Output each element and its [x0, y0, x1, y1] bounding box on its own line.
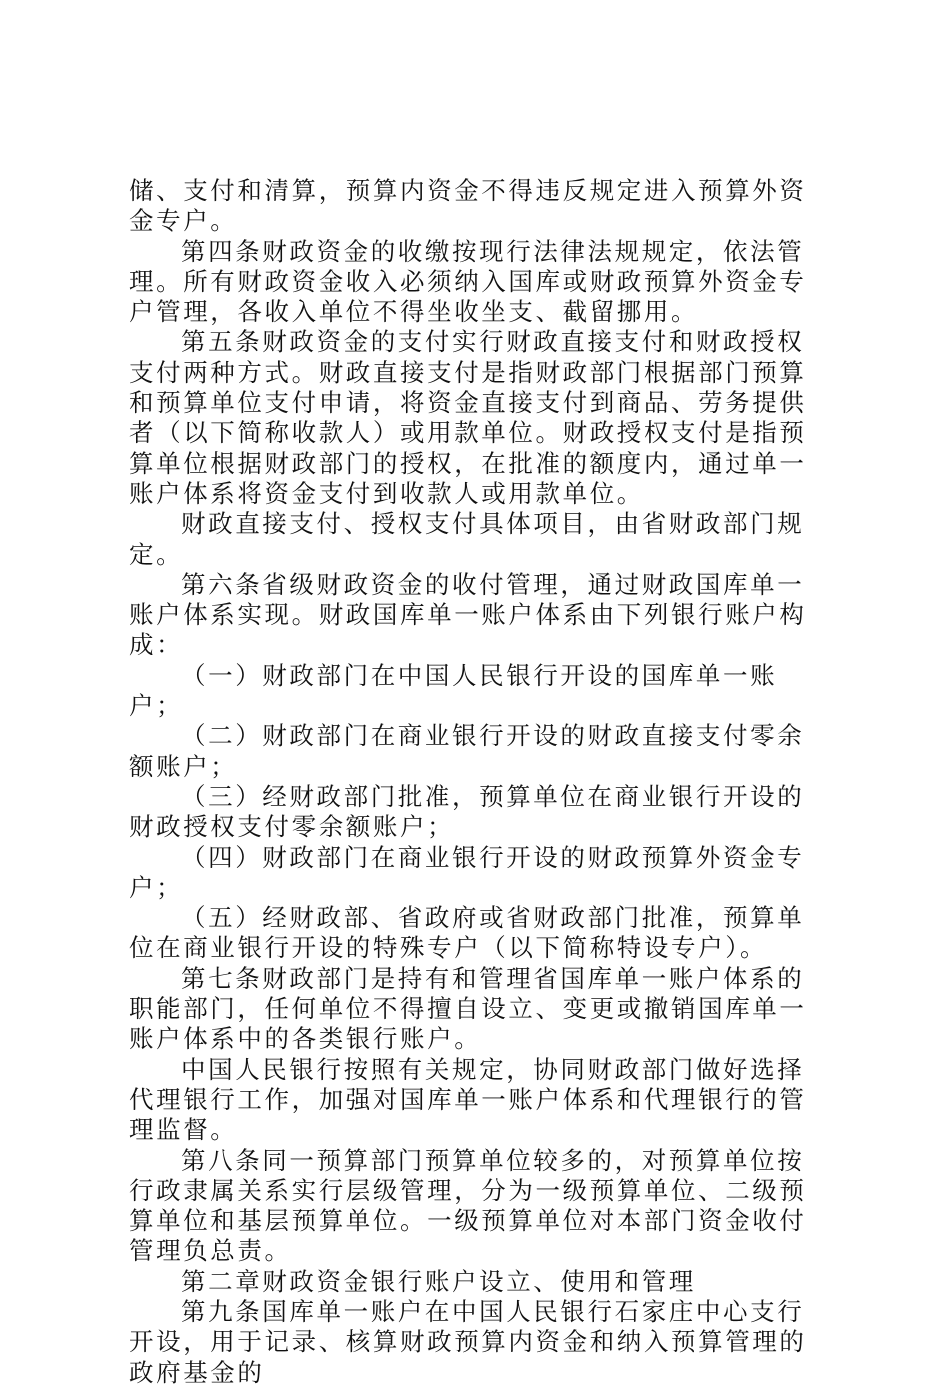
list-item-5: （五）经财政部、省政府或省财政部门批准，预算单位在商业银行开设的特殊专户（以下简称特设专户）。: [129, 903, 805, 963]
paragraph-payment-items: 财政直接支付、授权支付具体项目，由省财政部门规定。: [129, 509, 805, 569]
paragraph-article-5: 第五条财政资金的支付实行财政直接支付和财政授权支付两种方式。财政直接支付是指财政部门根据部门预算和预算单位支付申请，将资金直接支付到商品、劳务提供者（以下简称收款人）或用款单位。财政授权支付是指预算单位根据财政部门的授权，在批准的额度内，通过单一账户体系将资金支付到收款人或用款单位。: [129, 327, 807, 508]
list-item-1: （一）财政部门在中国人民银行开设的国库单一账户；: [129, 660, 778, 721]
paragraph-article-9: 第九条国库单一账户在中国人民银行石家庄中心支行开设，用于记录、核算财政预算内资金和纳入预算管理的政府基金的: [129, 1296, 807, 1387]
paragraph-1: 储、支付和清算，预算内资金不得违反规定进入预算外资金专户。: [129, 176, 807, 236]
paragraph-pboc: 中国人民银行按照有关规定，协同财政部门做好选择代理银行工作，加强对国库单一账户体系和代理银行的管理监督。: [129, 1054, 807, 1145]
document-body: [129, 176, 829, 1388]
chapter-heading: 第二章财政资金银行账户设立、使用和管理: [181, 1266, 696, 1296]
list-item-3: （三）经财政部门批准，预算单位在商业银行开设的财政授权支付零余额账户；: [129, 781, 805, 842]
list-item-4: （四）财政部门在商业银行开设的财政预算外资金专户；: [129, 842, 805, 902]
paragraph-article-7: 第七条财政部门是持有和管理省国库单一账户体系的职能部门，任何单位不得擅自设立、变更或撤销国库单一账户体系中的各类银行账户。: [129, 963, 807, 1054]
paragraph-article-4: 第四条财政资金的收缴按现行法律法规规定，依法管理。所有财政资金收入必须纳入国库或财政预算外资金专户管理，各收入单位不得坐收坐支、截留挪用。: [129, 236, 807, 327]
paragraph-article-8: 第八条同一预算部门预算单位较多的，对预算单位按行政隶属关系实行层级管理，分为一级预算单位、二级预算单位和基层预算单位。一级预算单位对本部门资金收付管理负总责。: [129, 1145, 807, 1266]
list-item-2: （二）财政部门在商业银行开设的财政直接支付零余额账户；: [129, 721, 805, 781]
paragraph-article-6: 第六条省级财政资金的收付管理，通过财政国库单一账户体系实现。财政国库单一账户体系由下列银行账户构成：: [129, 569, 807, 660]
